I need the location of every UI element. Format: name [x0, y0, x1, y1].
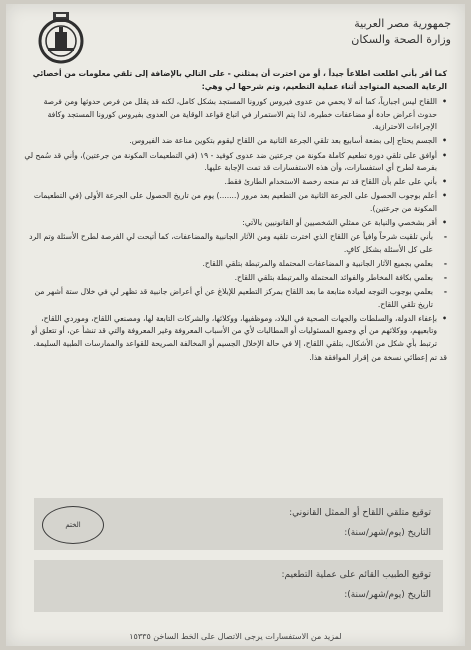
list-item: • الجسم يحتاج إلى بضعة أسابيع بعد تلقي الجرعة الثانية من اللقاح ليقوم بتكوين مناعة ضد الفيروس.	[22, 135, 447, 148]
recipient-signature-box	[34, 498, 443, 550]
consent-items-list	[22, 96, 447, 350]
closing-statement: قد تم إعطائي نسخة من إقرار الموافقة هذا.	[309, 353, 447, 363]
sub-list-item: - بعلمي بجميع الآثار الجانبية و المضاعفات المحتملة والمرتبطة بتلقي اللقاح.	[22, 258, 447, 271]
list-item: • بإعفاء الدولة، والسلطات والجهات الصحية في البلاد، وموظفيها، ووكلائها، والشركات التابعة لها، ومصنعي اللقاح، وموردي اللقاح، وتابعيهم، ووكلائهم من أي وجميع المسئوليات أو المطالبات لأي من الأسباب المعروفة وغير المعروفة والتي قد تنشأ عن، أو تتعلق أو ترتبط بأي شكل من الأشكال، بتلقي اللقاح، إلا في حالة الإخلال الجسيم أو المخالفة الصريحة للقواعد والممارسات الطبية السليمة.	[22, 313, 447, 351]
list-item: • أعلم بوجوب الحصول على الجرعة الثانية من التطعيم بعد مرور (.......) يوم من تاريخ الحصول على الجرعة الأولى (في التطعيمات المكونة من جرعتين).	[22, 190, 447, 215]
list-item: • اللقاح ليس اجبارياً، كما أنه لا يحمي من عدوى فيروس كورونا المستجد بشكل كامل، لكنه قد يقلل من فرص حدوثها ومن فرصة حدوث أعراض حادة أو مضاعفات خطيرة، لذا يتم الاستمرار في اتباع قواعد الوقاية من العدوى بفيروس كورونا المستجد وكافة الإجراءات الاحترازية.	[22, 96, 447, 134]
ministry-logo-icon	[36, 10, 86, 64]
ministry-name: وزارة الصحة والسكان	[351, 33, 451, 46]
recipient-date-label: التاريخ (يوم/شهر/سنة):	[344, 528, 431, 538]
doctor-signature-box	[34, 560, 443, 612]
sub-list-item: - بعلمي بكافة المخاطر والفوائد المحتملة والمرتبطة بتلقي اللقاح.	[22, 272, 447, 285]
doctor-date-label: التاريخ (يوم/شهر/سنة):	[344, 590, 431, 600]
consent-form-page	[6, 4, 465, 646]
sub-list-item: - بعلمي بوجوب التوجه لعيادة متابعة ما بعد اللقاح بمركز التطعيم للإبلاغ عن أي أعراض جانبية قد تظهر لي في خلال ستة أشهر من تاريخ تلقي اللقاح.	[22, 286, 447, 311]
list-item: • أقر بشخصي والنيابة عن ممثلي الشخصيين أو القانونيين بالآتي:	[22, 217, 447, 230]
seal-stamp: الختم	[42, 506, 104, 544]
doctor-signature-label: توقيع الطبيب القائم على عملية التطعيم:	[281, 570, 431, 580]
country-name: جمهورية مصر العربية	[354, 17, 451, 30]
list-item: • أوافق على تلقي دورة تطعيم كاملة مكونة من جرعتين ضد عدوى كوفيد - ١٩ (في التطعيمات المكونة من جرعتين)، وأني قد سُمح لي بفرصة لطرح أي استفسارات، وأن هذه الاستفسارات قد تمت الإجابة عليها.	[22, 150, 447, 175]
consent-body	[22, 68, 447, 373]
recipient-signature-label: توقيع متلقي اللقاح أو الممثل القانوني:	[289, 508, 431, 518]
ministry-title	[351, 16, 451, 48]
page-header	[6, 10, 465, 68]
hotline-footer: لمزيد من الاستفسارات يرجى الاتصال على الخط الساخن ١٥٣٣٥	[129, 632, 342, 641]
sub-list-item: - بأني تلقيت شرحاً وافياً عن اللقاح الذي اخترت تلقيه ومن الآثار الجانبية والمضاعفات، كما أتيحت لي الفرصة لطرح الأسئلة وتم الرد على كل الأسئلة بشكل كافٍ.	[22, 231, 447, 256]
intro-paragraph: كما أقر بأني اطلعت اطلاعاً جيداً ، أو من اخترت أن يمثلني - على التالي بالإضافة إلى تلقي معلومات من أخصائي الرعاية الصحية المتواجد أثناء عملية التطعيم، وتم شرحها لي وهي:	[32, 69, 447, 91]
list-item: • بأني على علم بأن اللقاح قد تم منحه رخصة الاستخدام الطارئ فقط.	[22, 176, 447, 189]
